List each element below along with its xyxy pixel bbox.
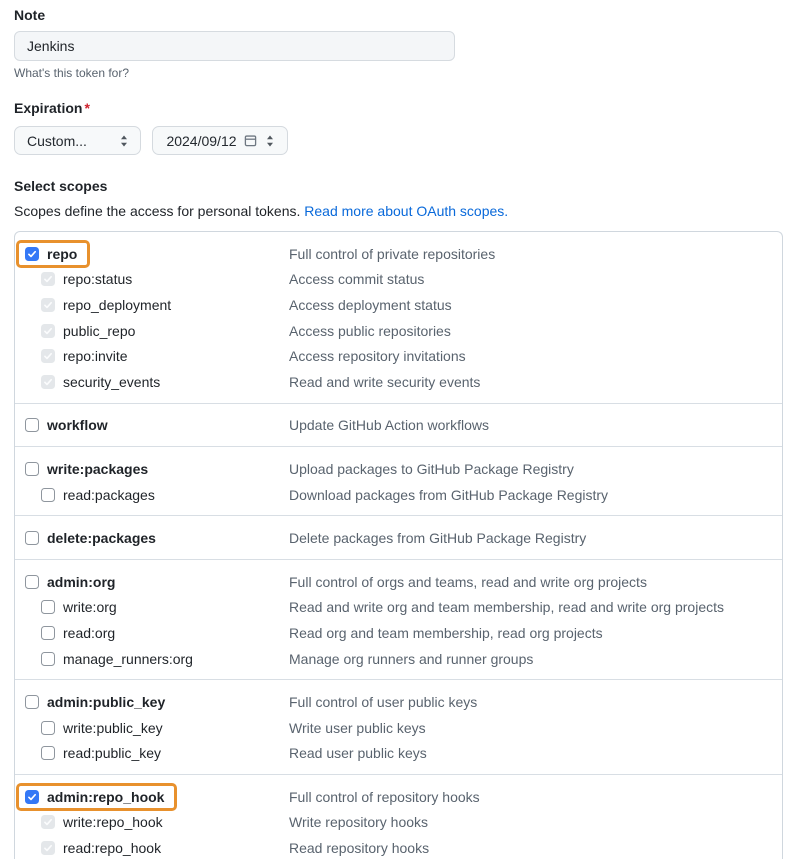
scope-description: Upload packages to GitHub Package Registry <box>289 460 574 477</box>
expiration-preset-value: Custom... <box>27 132 87 149</box>
scope-description: Write user public keys <box>289 719 426 736</box>
scope-name-label: read:repo_hook <box>63 840 162 857</box>
scope-row-read:public_key <box>15 741 782 767</box>
scope-group-admin:repo_hook <box>15 774 782 859</box>
scope-checkbox-admin:repo_hook[interactable] <box>25 790 39 804</box>
scope-name-label: write:org <box>63 599 117 616</box>
scope-checkbox-repo[interactable] <box>25 247 39 261</box>
expiration-preset-select[interactable] <box>14 126 141 155</box>
check-label-wrap <box>41 720 163 736</box>
scope-checkbox-security_events <box>41 375 55 389</box>
scope-description: Access commit status <box>289 271 425 288</box>
scope-checkbox-repo_deployment <box>41 298 55 312</box>
scope-description: Delete packages from GitHub Package Registry <box>289 530 587 547</box>
updown-icon <box>264 134 276 148</box>
scope-checkbox-manage_runners:org[interactable] <box>41 652 55 666</box>
check-label-wrap <box>25 461 148 477</box>
check-label-wrap <box>41 297 171 313</box>
check-label-wrap <box>41 840 161 856</box>
check-label-wrap <box>41 271 132 287</box>
scopes-table <box>14 231 783 859</box>
scope-row-admin:repo_hook <box>15 784 782 810</box>
scope-row-read:repo_hook <box>15 835 782 859</box>
scope-name-label: write:packages <box>47 460 149 477</box>
check-label-wrap <box>41 348 128 364</box>
check-icon <box>27 792 37 802</box>
scope-group-delete:packages <box>15 515 782 559</box>
check-label-wrap <box>41 599 117 615</box>
scope-row-read:packages <box>15 482 782 508</box>
scope-description: Download packages from GitHub Package Registry <box>289 486 609 503</box>
scope-checkbox-write:packages[interactable] <box>25 462 39 476</box>
scope-description: Full control of orgs and teams, read and write org projects <box>289 573 647 590</box>
scope-row-repo:invite <box>15 343 782 369</box>
scope-group-admin:public_key <box>15 679 782 774</box>
scope-description: Read and write org and team membership, read and write org projects <box>289 599 724 616</box>
scope-name-label: delete:packages <box>47 530 156 547</box>
scope-row-manage_runners:org <box>15 646 782 672</box>
scope-checkbox-admin:public_key[interactable] <box>25 695 39 709</box>
check-label-wrap <box>25 694 165 710</box>
scope-name-label: admin:org <box>47 573 116 590</box>
check-icon <box>43 377 53 387</box>
scope-row-admin:org <box>15 569 782 595</box>
check-label-wrap <box>41 814 163 830</box>
scope-checkbox-repo:status <box>41 272 55 286</box>
scope-checkbox-read:packages[interactable] <box>41 488 55 502</box>
scope-checkbox-write:public_key[interactable] <box>41 721 55 735</box>
scope-row-write:public_key <box>15 715 782 741</box>
scope-group-admin:org <box>15 559 782 679</box>
updown-icon <box>118 134 130 148</box>
scope-row-repo_deployment <box>15 292 782 318</box>
scope-group-workflow <box>15 403 782 447</box>
scope-name-label: workflow <box>47 417 108 434</box>
expiration-date-value: 2024/09/12 <box>166 132 237 149</box>
scope-name-label: write:repo_hook <box>63 814 163 831</box>
check-icon <box>43 300 53 310</box>
check-icon <box>27 249 37 259</box>
calendar-icon <box>244 134 257 147</box>
scope-checkbox-write:org[interactable] <box>41 600 55 614</box>
check-label-wrap <box>41 651 193 667</box>
scope-description: Read org and team membership, read org projects <box>289 624 603 641</box>
oauth-scopes-link[interactable]: Read more about OAuth scopes. <box>304 203 509 219</box>
scope-row-delete:packages <box>15 525 782 551</box>
scope-name-label: write:public_key <box>63 719 163 736</box>
annotation-highlight-box <box>16 240 90 268</box>
scope-row-write:org <box>15 595 782 621</box>
check-label-wrap <box>25 530 156 546</box>
scope-description: Write repository hooks <box>289 814 429 831</box>
scope-description: Read repository hooks <box>289 840 430 857</box>
scope-checkbox-workflow[interactable] <box>25 418 39 432</box>
check-icon <box>43 843 53 853</box>
scope-description: Read and write security events <box>289 373 481 390</box>
scope-name-label: repo_deployment <box>63 296 172 313</box>
scope-row-repo:status <box>15 267 782 293</box>
scope-row-admin:public_key <box>15 689 782 715</box>
scope-name-label: admin:public_key <box>47 694 166 711</box>
scope-description: Read user public keys <box>289 745 427 762</box>
scope-name-label: repo:invite <box>63 348 128 365</box>
note-help-text: What's this token for? <box>14 66 130 80</box>
scope-checkbox-repo:invite <box>41 349 55 363</box>
scope-row-public_repo <box>15 318 782 344</box>
expiration-field-group <box>14 100 774 155</box>
scopes-description: Scopes define the access for personal tokens. Read more about OAuth scopes. <box>14 203 509 219</box>
scope-name-label: admin:repo_hook <box>47 788 165 805</box>
scope-description: Full control of private repositories <box>289 245 496 262</box>
scope-row-repo <box>15 241 782 267</box>
scope-row-read:org <box>15 620 782 646</box>
scope-name-label: manage_runners:org <box>63 650 193 667</box>
scope-name-label: security_events <box>63 373 161 390</box>
scope-description: Full control of repository hooks <box>289 788 480 805</box>
scope-row-security_events <box>15 369 782 395</box>
scope-checkbox-admin:org[interactable] <box>25 575 39 589</box>
scope-row-workflow <box>15 413 782 439</box>
check-icon <box>43 274 53 284</box>
check-label-wrap <box>41 487 155 503</box>
scope-row-write:repo_hook <box>15 810 782 836</box>
scope-group-write:packages <box>15 446 782 515</box>
scope-name-label: read:packages <box>63 486 155 503</box>
check-icon <box>43 351 53 361</box>
scope-row-write:packages <box>15 456 782 482</box>
annotation-highlight-box <box>16 783 177 811</box>
note-input[interactable] <box>14 31 455 61</box>
scope-description: Access deployment status <box>289 296 452 313</box>
select-scopes-heading: Select scopes <box>14 178 108 194</box>
note-label: Note <box>14 7 46 23</box>
expiration-date-input[interactable] <box>152 126 288 155</box>
scope-description: Update GitHub Action workflows <box>289 417 489 434</box>
scope-name-label: read:public_key <box>63 745 162 762</box>
scope-name-label: repo <box>47 245 78 262</box>
check-label-wrap <box>41 625 115 641</box>
scope-group-repo <box>15 232 782 403</box>
check-label-wrap <box>25 574 115 590</box>
expiration-label: Expiration * <box>14 100 90 116</box>
scope-name-label: read:org <box>63 624 116 641</box>
scope-checkbox-read:public_key[interactable] <box>41 746 55 760</box>
scope-checkbox-read:org[interactable] <box>41 626 55 640</box>
check-label-wrap <box>41 323 135 339</box>
check-label-wrap <box>25 417 108 433</box>
scope-checkbox-delete:packages[interactable] <box>25 531 39 545</box>
required-asterisk: * <box>84 100 90 116</box>
check-label-wrap <box>41 374 160 390</box>
check-label-wrap <box>41 745 161 761</box>
scope-description: Full control of user public keys <box>289 694 478 711</box>
scope-checkbox-write:repo_hook <box>41 815 55 829</box>
scope-checkbox-public_repo <box>41 324 55 338</box>
check-icon <box>43 817 53 827</box>
scope-name-label: repo:status <box>63 271 133 288</box>
scope-checkbox-read:repo_hook <box>41 841 55 855</box>
scope-description: Manage org runners and runner groups <box>289 650 534 667</box>
check-icon <box>43 326 53 336</box>
scope-description: Access public repositories <box>289 322 451 339</box>
scope-description: Access repository invitations <box>289 348 466 365</box>
expiration-controls <box>14 126 774 155</box>
scope-name-label: public_repo <box>63 322 136 339</box>
